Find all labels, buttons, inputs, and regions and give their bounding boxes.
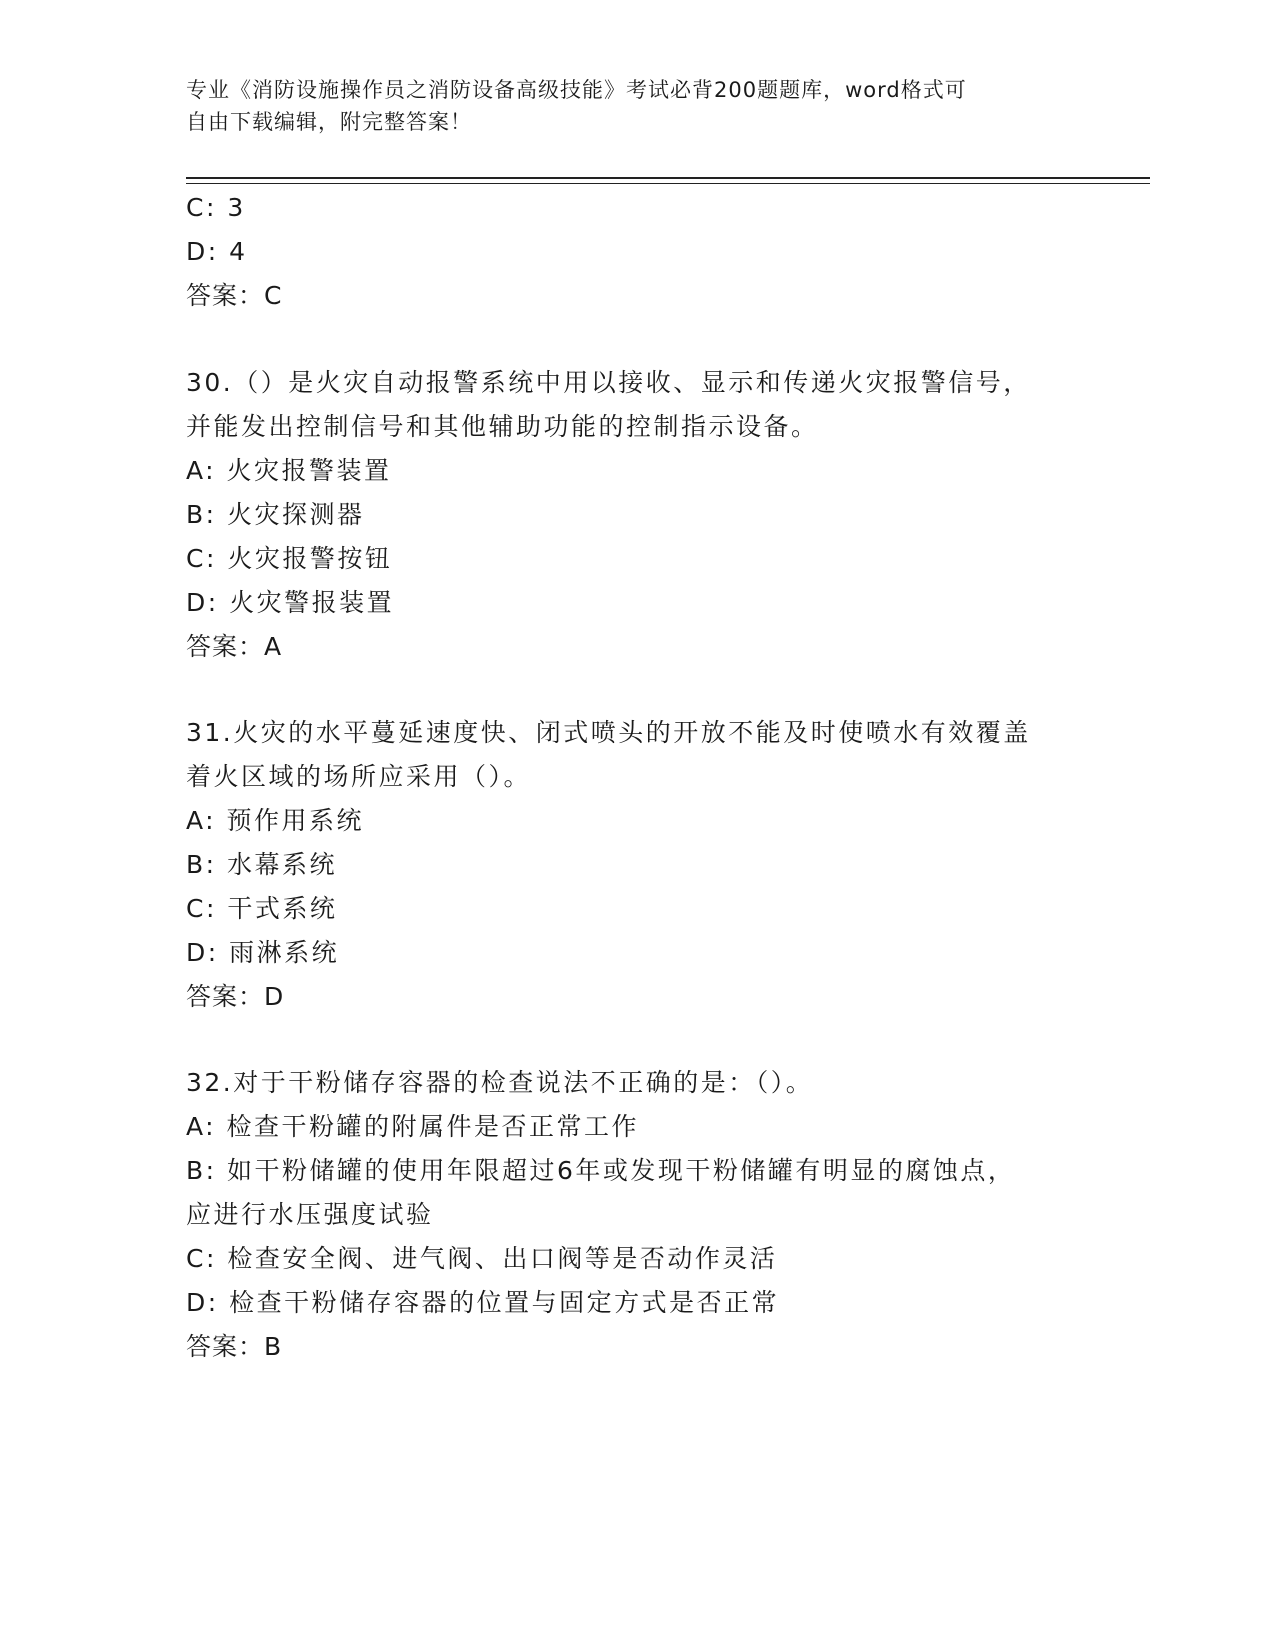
q32-option-b-line-2: 应进行水压强度试验	[186, 1200, 434, 1229]
q30-option-b: B: 火灾探测器	[186, 500, 365, 529]
q32-option-b-line-1: B: 如干粉储罐的使用年限超过6年或发现干粉储罐有明显的腐蚀点，	[186, 1156, 1016, 1185]
header-line-2: 自由下载编辑，附完整答案！	[186, 110, 472, 134]
header-rule-thick	[186, 177, 1150, 179]
q32-stem-line-1: 32.对于干粉储存容器的检查说法不正确的是：（）。	[186, 1068, 814, 1097]
q31-stem-line-1: 31.火灾的水平蔓延速度快、闭式喷头的开放不能及时使喷水有效覆盖	[186, 718, 1031, 747]
q31-option-c: C: 干式系统	[186, 894, 338, 923]
q31-stem-line-2: 着火区域的场所应采用（）。	[186, 762, 532, 791]
q30-stem-line-2: 并能发出控制信号和其他辅助功能的控制指示设备。	[186, 412, 819, 441]
q32-option-a: A: 检查干粉罐的附属件是否正常工作	[186, 1112, 640, 1141]
prev-option-d: D: 4	[186, 237, 248, 266]
q30-option-a: A: 火灾报警装置	[186, 456, 392, 485]
q32-option-c: C: 检查安全阀、进气阀、出口阀等是否动作灵活	[186, 1244, 778, 1273]
q30-answer: 答案：A	[186, 632, 283, 661]
prev-option-c: C: 3	[186, 193, 246, 222]
q30-option-c: C: 火灾报警按钮	[186, 544, 393, 573]
q30-option-d: D: 火灾警报装置	[186, 588, 395, 617]
q31-answer: 答案：D	[186, 982, 285, 1011]
q32-answer: 答案：B	[186, 1332, 283, 1361]
q30-stem-line-1: 30.（）是火灾自动报警系统中用以接收、显示和传递火灾报警信号，	[186, 368, 1031, 397]
header-line-1: 专业《消防设施操作员之消防设备高级技能》考试必背200题题库，word格式可	[186, 78, 967, 102]
q31-option-a: A: 预作用系统	[186, 806, 365, 835]
q31-option-d: D: 雨淋系统	[186, 938, 340, 967]
q31-option-b: B: 水幕系统	[186, 850, 338, 879]
prev-answer: 答案：C	[186, 281, 283, 310]
header-rule-thin	[186, 183, 1150, 184]
page-header	[186, 74, 1076, 138]
q32-option-d: D: 检查干粉储存容器的位置与固定方式是否正常	[186, 1288, 780, 1317]
